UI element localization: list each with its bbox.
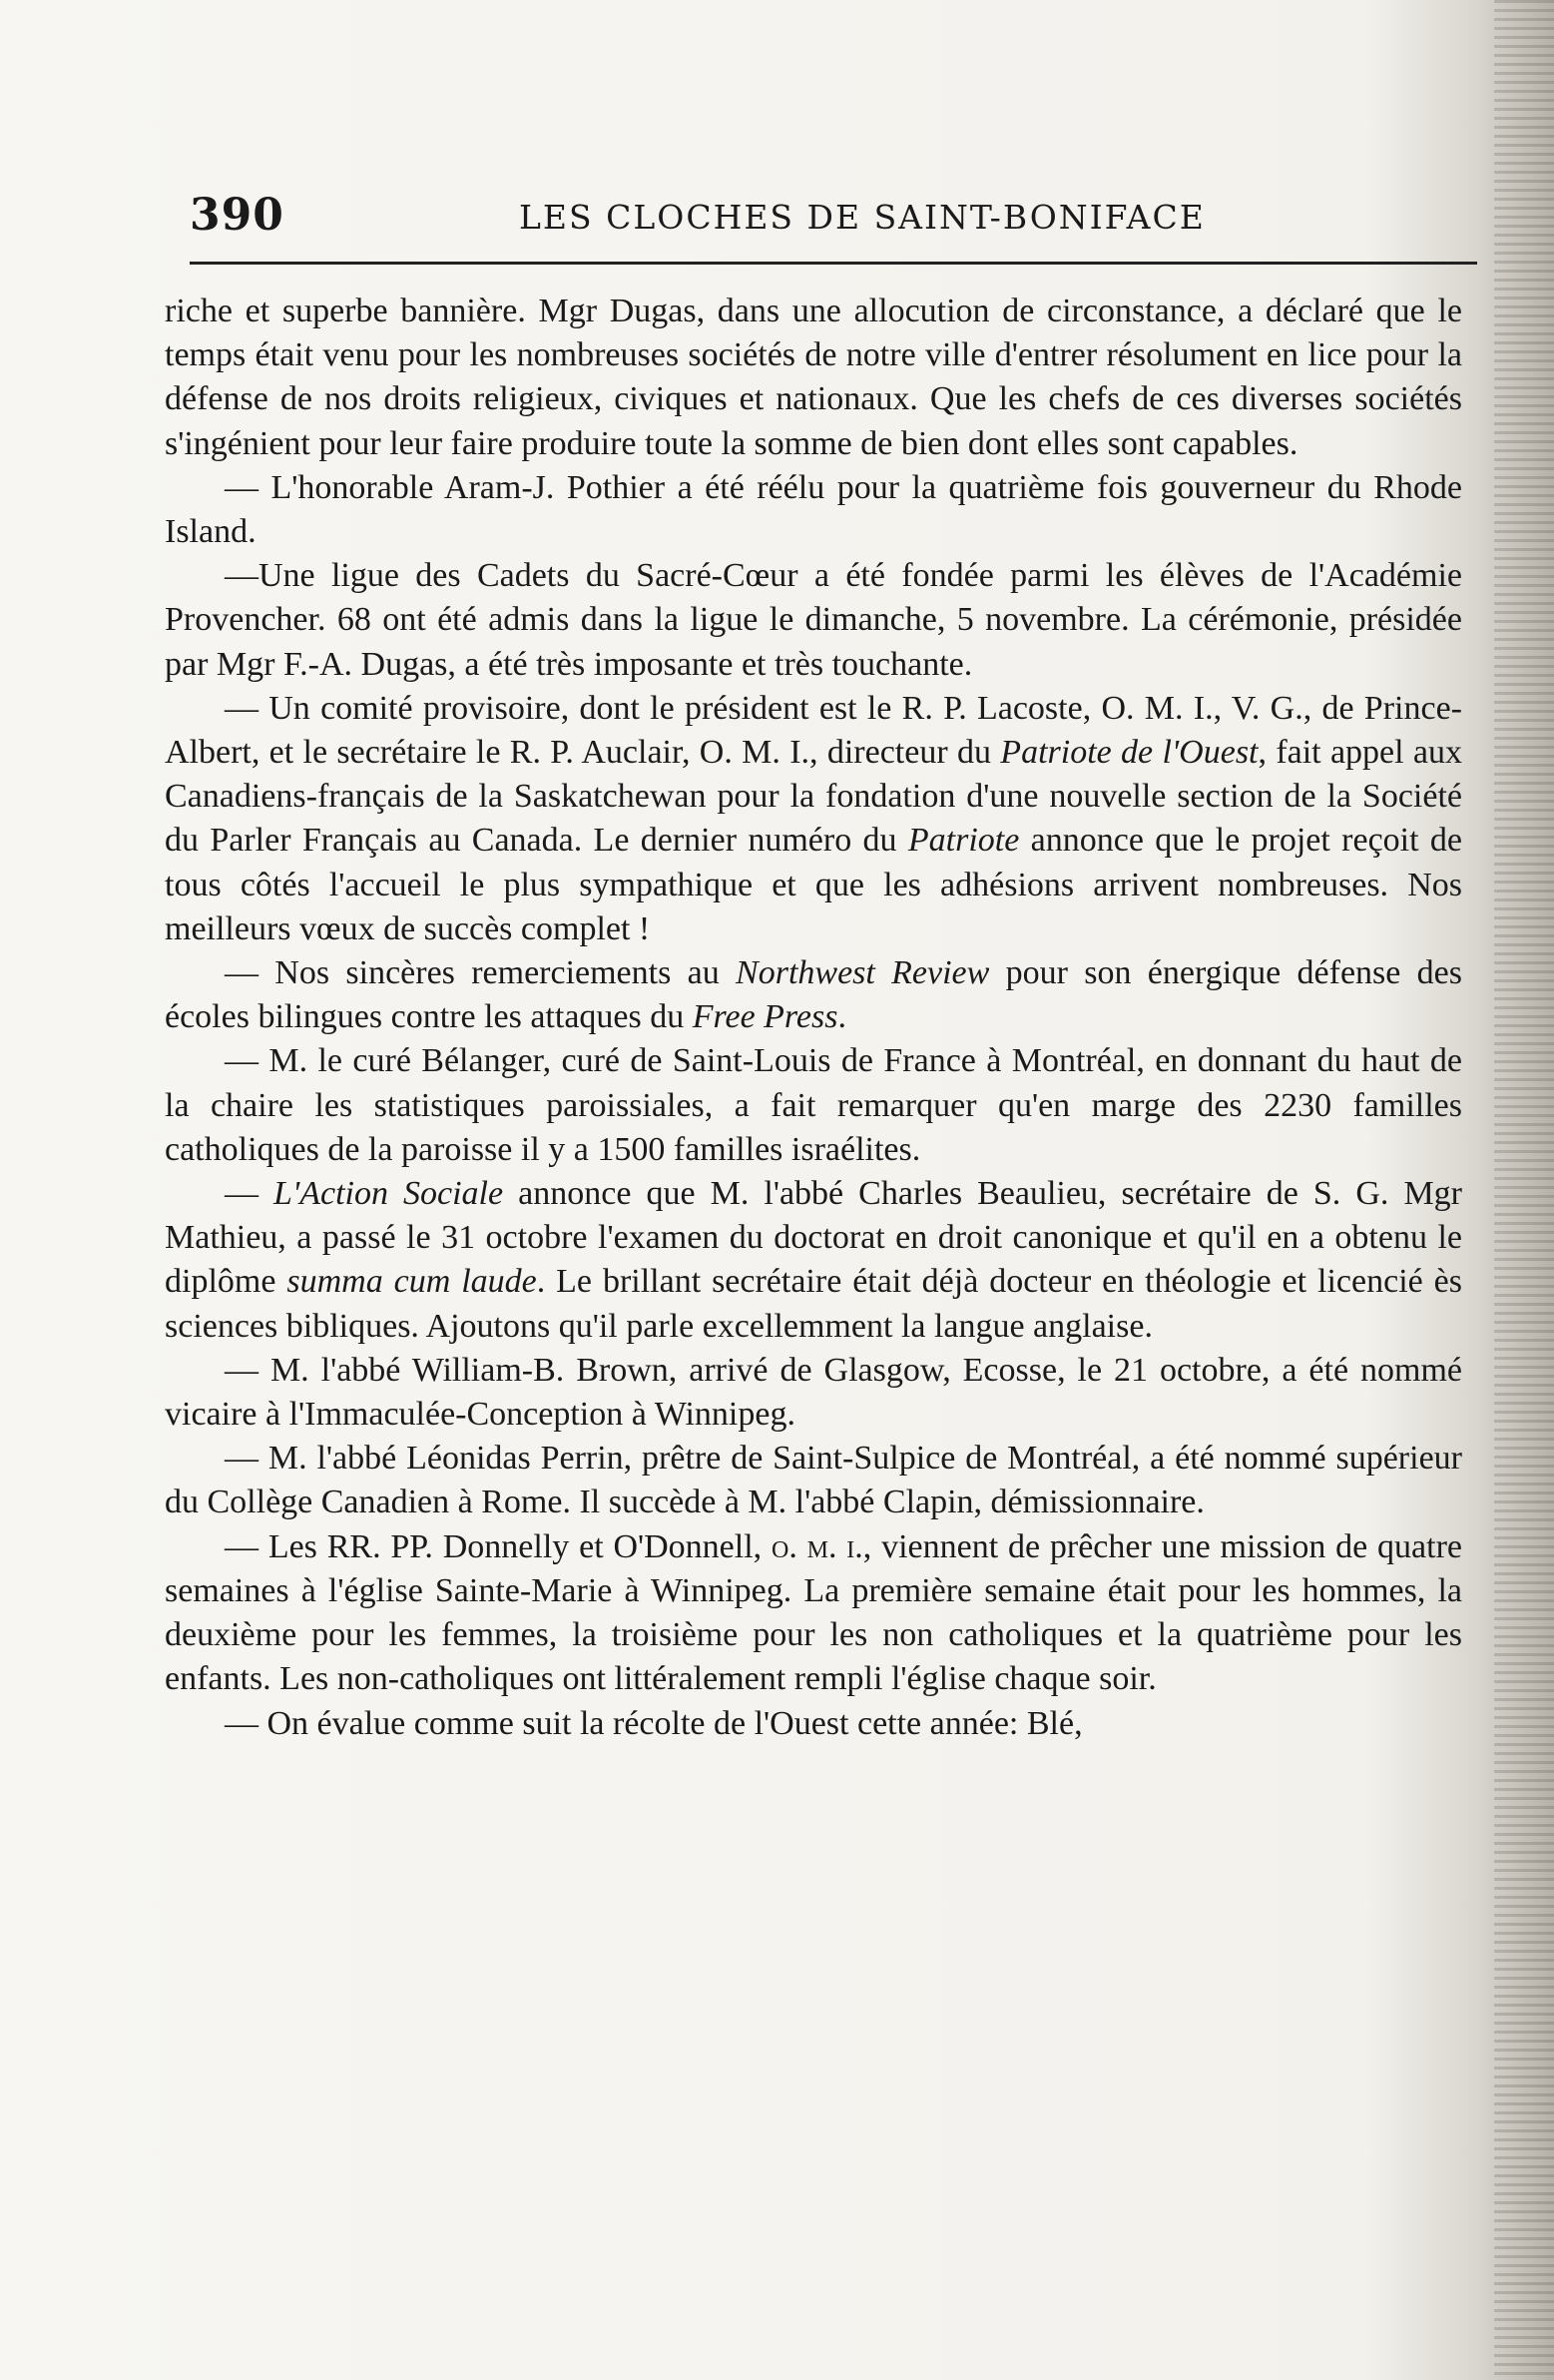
italic-title: Patriote de l'Ouest xyxy=(1000,734,1259,772)
paragraph-p8 xyxy=(165,1349,1462,1437)
paragraph-p10 xyxy=(165,1525,1462,1702)
text-run: . xyxy=(837,998,846,1036)
italic-title: L'Action Sociale xyxy=(273,1175,504,1213)
page-number: 390 xyxy=(190,190,284,241)
paragraph-p9 xyxy=(165,1437,1462,1524)
text-run: , fait appel aux Canadiens-français de la Saskatchewan pour la fondation d'une nouvelle section de la Société du Parler Français au Canada. Le dernier numéro du xyxy=(165,734,1462,860)
text-run: — Nos sincères remerciements au xyxy=(225,954,737,992)
paragraph-p5 xyxy=(165,951,1462,1039)
header-rule xyxy=(190,262,1477,265)
text-run: . Le brillant secrétaire était déjà docteur en théologie et licencié ès sciences bibliques. Ajoutons qu'il parle excellemment la langue anglaise. xyxy=(165,1263,1462,1345)
text-run: annonce que M. l'abbé Charles Beaulieu, secrétaire de S. G. Mgr Mathieu, a passé le 31 octobre l'examen du doctorat en droit canonique et qu'il en a obtenu le diplôme xyxy=(165,1175,1462,1301)
paragraph-p11 xyxy=(165,1702,1462,1746)
text-run: — Les RR. PP. Donnelly et O'Donnell, xyxy=(225,1527,772,1565)
text-run: annonce que le projet reçoit de tous côtés l'accueil le plus sympathique et que les adhésions arrivent nombreuses. Nos meilleurs vœux de succès complet ! xyxy=(165,822,1462,947)
paragraph-p7 xyxy=(165,1172,1462,1349)
body-text xyxy=(165,290,1462,1746)
italic-title: Free Press xyxy=(692,998,838,1036)
text-run: , viennent de prêcher une mission de quatre semaines à l'église Sainte-Marie à Winnipeg. La première semaine était pour les hommes, la deuxième pour les femmes, la troisième pour les non catholiques et la quatrième pour les enfants. Les non-catholiques ont littéralement rempli l'église chaque soir. xyxy=(165,1527,1462,1698)
paragraph-p2 xyxy=(165,466,1462,554)
paragraph-p3 xyxy=(165,554,1462,687)
text-run: — On évalue comme suit la récolte de l'Ouest cette année: Blé, xyxy=(225,1704,1083,1742)
text-run: — M. le curé Bélanger, curé de Saint-Louis de France à Montréal, en donnant du haut de la chaire les statistiques paroissiales, a fait remarquer qu'en marge des 2230 familles catholiques de la paroisse il y a 1500 familles israélites. xyxy=(165,1042,1462,1168)
text-run: riche et superbe bannière. Mgr Dugas, dans une allocution de circonstance, a déclaré que le temps était venu pour les nombreuses sociétés de notre ville d'entrer résolument en lice pour la défense de nos droits religieux, civiques et nationaux. Que les chefs de ces diverses sociétés s'ingénient pour leur faire produire toute la somme de bien dont elles sont capables. xyxy=(165,293,1462,462)
paragraph-p1 xyxy=(165,290,1462,466)
page-edge-shadow xyxy=(1494,0,1554,2380)
text-run: — Un comité provisoire, dont le président est le R. P. Lacoste, O. M. I., V. G., de Prince-Albert, et le secrétaire le R. P. Auclair, O. M. I., directeur du xyxy=(165,689,1462,772)
text-run: — M. l'abbé Léonidas Perrin, prêtre de Saint-Sulpice de Montréal, a été nommé supérieur du Collège Canadien à Rome. Il succède à M. l'abbé Clapin, démissionnaire. xyxy=(165,1440,1462,1521)
paragraph-p4 xyxy=(165,687,1462,951)
text-run: —Une ligue des Cadets du Sacré-Cœur a été fondée parmi les élèves de l'Académie Provencher. 68 ont été admis dans la ligue le dimanche, 5 novembre. La cérémonie, présidée par Mgr F.-A. Dugas, a été très imposante et très touchante. xyxy=(165,557,1462,683)
text-run: pour son énergique défense des écoles bilingues contre les attaques du xyxy=(165,954,1462,1036)
paragraph-p6 xyxy=(165,1039,1462,1172)
text-run: — xyxy=(225,1175,274,1213)
text-run: — L'honorable Aram-J. Pothier a été réélu pour la quatrième fois gouverneur du Rhode Island. xyxy=(165,468,1462,551)
text-run: — M. l'abbé William-B. Brown, arrivé de Glasgow, Ecosse, le 21 octobre, a été nommé vicaire à l'Immaculée-Conception à Winnipeg. xyxy=(165,1351,1462,1434)
italic-title: summa cum laude xyxy=(286,1263,537,1301)
running-header xyxy=(190,190,1477,250)
italic-title: Patriote xyxy=(907,822,1020,860)
header-title: LES CLOCHES DE SAINT-BONIFACE xyxy=(519,198,1206,237)
text-run: o. m. i. xyxy=(771,1527,863,1565)
italic-title: Northwest Review xyxy=(736,954,990,992)
